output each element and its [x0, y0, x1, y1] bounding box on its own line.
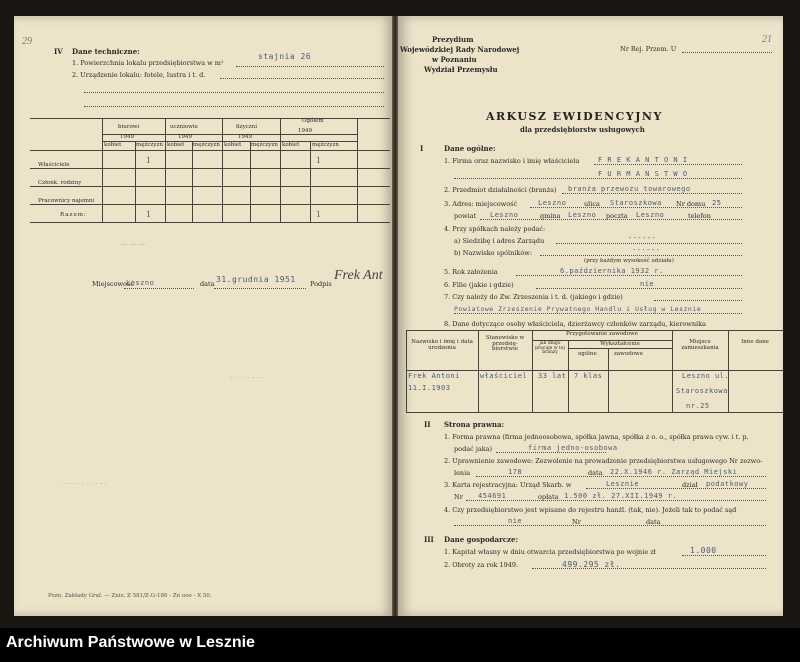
field-label: a) Siedzibę i adres Zarządu — [454, 237, 545, 245]
field-value: Leszno — [568, 211, 597, 219]
dotted-line — [84, 92, 384, 93]
cell-value: Staroszkowa — [676, 387, 728, 395]
place-value: Leszno — [126, 279, 155, 287]
cell-value: właściciel — [480, 372, 528, 380]
dotted-line — [466, 500, 766, 501]
field-value: Leszno — [490, 211, 519, 219]
header-line: Prezydium — [432, 35, 474, 44]
field-label: podać jaka) — [454, 445, 493, 453]
field-value: ------ — [628, 234, 657, 242]
field-label: Nr domu — [676, 200, 706, 208]
form-title: ARKUSZ EWIDENCYJNY — [486, 110, 663, 123]
field-label: 1. Firma oraz nazwisko i imię właściciela — [444, 157, 580, 165]
field-label: data — [588, 469, 603, 477]
year-header: 1949 — [238, 134, 252, 140]
column-group-header: fizyczni — [236, 124, 257, 130]
field-label: 4. Przy spółkach należy podać: — [444, 225, 546, 233]
section-number: II — [424, 420, 431, 429]
field-label: 1. Forma prawna (firma jednoosobowa, spółka jawna, spółka z o. o., spółka prawa cyw. i t. p. — [444, 433, 749, 441]
dotted-line — [454, 313, 742, 314]
field-label: 8. Dane dotyczące osoby właściciela, dzierżawcy członków zarządu, kierownika — [444, 320, 706, 328]
signature-label: Podpis — [310, 280, 332, 288]
field-label: 3. Adres: miejscowość — [444, 200, 518, 208]
field-note: (przy każdym wysokość udziału) — [584, 258, 674, 264]
column-header: jak długo pracuje w tej branży — [535, 341, 565, 355]
field-label: opłata — [538, 493, 559, 501]
field-label: lenia — [454, 469, 471, 477]
cell-value: 1 — [316, 155, 321, 165]
header-line: Wojewódzkiej Rady Narodowej — [400, 45, 520, 54]
column-header: Wykształcenie — [600, 341, 640, 347]
column-group-header: biurowi — [118, 124, 140, 130]
field-label: poczta — [606, 212, 628, 220]
field-label: data — [646, 518, 661, 526]
section-title: Dane ogólne: — [444, 144, 496, 153]
field-value: 25 — [712, 199, 722, 207]
field-label: 2. Urządzenie lokalu: fotele, lustra i t. d. — [72, 71, 206, 79]
archive-caption: Archiwum Państwowe w Lesznie — [6, 634, 255, 651]
dotted-line — [556, 243, 742, 244]
year-header: 1949 — [120, 134, 134, 140]
field-value: branża przewozu towarowego — [568, 185, 691, 193]
row-label: Pracownicy najemni — [38, 198, 95, 204]
dotted-line — [454, 178, 742, 179]
field-label: 4. Czy przedsiębiorstwo jest wpisane do rejestru hanźl. (tak, nie). Jeżeli tak to podać sąd — [444, 506, 737, 514]
binding-fold — [392, 16, 398, 616]
form-subtitle: dla przedsiębiorstw usługowych — [520, 125, 645, 134]
cell-value: Leszno ul. — [682, 372, 730, 380]
dotted-line — [480, 219, 742, 220]
field-label: ulica — [584, 200, 600, 208]
dotted-line — [220, 78, 384, 79]
cell-value: 33 lat — [538, 372, 567, 380]
field-value: firma jedno-osobowa — [528, 444, 618, 452]
field-label: 2. Przedmiot działalności (branża) — [444, 186, 557, 194]
field-label: dział — [682, 481, 698, 489]
pencil-page-number: 29 — [22, 36, 32, 47]
field-value: 454691 — [478, 492, 507, 500]
cell-value: Frek Antoni — [408, 372, 460, 380]
field-label: 2. Uprawnienie zawodowe: Zezwolenie na prowadzenie przedsiębiorstwa usługowego Nr zezwo- — [444, 457, 763, 465]
dotted-line — [532, 568, 766, 569]
date-value: 31.grudnia 1951 — [216, 275, 296, 284]
section-number: I — [420, 144, 424, 153]
place-label: Miejscowość — [92, 280, 134, 288]
registry-label: Nr Rej. Przem. U — [620, 45, 677, 53]
dotted-line — [516, 275, 742, 276]
field-value: F U R M A N S T W O — [598, 170, 688, 178]
column-header: zawodowe — [614, 351, 643, 357]
column-group-header: Ogółem — [302, 118, 324, 124]
year-header: 1949 — [178, 134, 192, 140]
dotted-line — [594, 164, 742, 165]
sub-header: kobiet — [167, 142, 185, 148]
bleed-through: — — — — [120, 240, 146, 248]
field-label: 7. Czy należy do Zw. Zrzeszenia i t. d. (jakiego i gdzie) — [444, 293, 623, 301]
cell-value: 11.I.1903 — [408, 384, 451, 392]
field-label: 6. Filie (jakie i gdzie) — [444, 281, 514, 289]
sub-header: kobiet — [282, 142, 300, 148]
dotted-line — [530, 207, 742, 208]
field-value: 499.295 zł. — [562, 560, 621, 569]
field-label: telefon — [688, 212, 711, 220]
dotted-line — [536, 288, 742, 289]
field-label: Nr — [572, 518, 581, 526]
column-group-header: uczniowie — [170, 124, 198, 130]
field-value: 22.X.1946 r. Zarząd Miejski — [610, 468, 738, 476]
signature: Frek Ant — [334, 268, 383, 283]
field-label: 1. Kapitał własny w dniu otwarcia przedsiębiorstwa po wojnie zł — [444, 548, 656, 556]
cell-value: 7 klas — [574, 372, 603, 380]
column-header: Inne dane — [741, 339, 769, 345]
dotted-line — [124, 288, 194, 289]
section-number: IV — [54, 47, 63, 56]
field-label: Nr — [454, 493, 463, 501]
field-value: nie — [508, 517, 523, 525]
sub-header: kobiet — [224, 142, 242, 148]
sub-header: mężczyzn — [251, 142, 278, 148]
field-value: Leszno — [636, 211, 665, 219]
column-header: Przygotowanie zawodowe — [566, 331, 638, 337]
field-label: 5. Rok założenia — [444, 268, 498, 276]
section-number: III — [424, 535, 434, 544]
column-header: ogólne — [578, 351, 597, 357]
field-label: powiat — [454, 212, 477, 220]
column-header: Stanowisko w przedsię-biorstwie — [485, 335, 525, 352]
field-value: 178 — [508, 468, 523, 476]
section-title: Dane gospodarcze: — [444, 535, 519, 544]
dotted-line — [654, 300, 742, 301]
header-line: w Poznaniu — [432, 55, 477, 64]
bleed-through: . . . . . . . . — [230, 372, 264, 380]
date-label: data — [200, 280, 215, 288]
dotted-line — [454, 525, 766, 526]
field-value: Staroszkowa — [610, 199, 662, 207]
field-value: ------ — [632, 246, 661, 254]
field-label: 1. Powierzchnia lokalu przedsiębiorstwa w m² — [72, 59, 224, 67]
field-value: F R E K A N T O N I — [598, 156, 688, 164]
header-line: Wydział Przemysłu — [424, 65, 498, 74]
print-footer: Pozn. Zakłady Graf. — Zniz. Z 581/Z-G-186 - Zn ooo - X 50. — [48, 593, 212, 599]
dotted-line — [682, 555, 766, 556]
field-label: 3. Karta rejestracyjna: Urząd Skarb. w — [444, 481, 572, 489]
dotted-line — [540, 255, 742, 256]
cell-value: 1 — [146, 209, 151, 219]
field-value: 1.000 — [690, 546, 717, 555]
sub-header: mężczyzn — [136, 142, 163, 148]
cell-value: 1 — [316, 209, 321, 219]
row-label: Razem: — [60, 212, 87, 218]
year-header: 1949 — [298, 128, 312, 134]
sub-header: kobiet — [104, 142, 122, 148]
dotted-line — [562, 193, 742, 194]
field-value: 1.500 zł. 27.XII.1949 r. — [564, 492, 678, 500]
field-value: nie — [640, 280, 655, 288]
dotted-line — [476, 476, 766, 477]
column-header: Nazwisko i imię i data urodzenia — [411, 339, 473, 351]
dotted-line — [586, 488, 766, 489]
field-label: b) Nazwisko spólników: — [454, 249, 533, 257]
section-title: Dane techniczne: — [72, 47, 140, 56]
row-label: Członk. rodziny — [38, 180, 82, 186]
field-value: stajnia 26 — [258, 52, 312, 61]
dotted-line — [236, 66, 384, 67]
cell-value: 1 — [146, 155, 151, 165]
dotted-line — [84, 106, 384, 107]
column-header: Miejsce zamieszkania — [681, 339, 719, 351]
field-label: gmina — [540, 212, 561, 220]
section-title: Strona prawna: — [444, 420, 505, 429]
field-value: podatkowy — [706, 480, 749, 488]
right-page — [398, 16, 783, 616]
cell-value: nr.25 — [686, 402, 710, 410]
sub-header: mężczyzn — [312, 142, 339, 148]
field-value: Lesznie — [606, 480, 640, 488]
bleed-through: . . . . . . . . . . . — [60, 478, 107, 486]
field-value: Powiatowe Zrzeszenie Prywatnego Handlu i Usług w Lesznie — [454, 305, 702, 313]
sub-header: mężczyzn — [193, 142, 220, 148]
pencil-page-number: 21 — [762, 34, 772, 45]
field-value: 6.października 1932 r. — [560, 267, 664, 275]
row-label: Właściciele — [38, 162, 70, 168]
dotted-line — [496, 452, 606, 453]
field-label: 2. Obroty za rok 1949. — [444, 561, 519, 569]
dotted-line — [214, 288, 306, 289]
field-value: Leszno — [538, 199, 567, 207]
dotted-line — [682, 52, 772, 53]
